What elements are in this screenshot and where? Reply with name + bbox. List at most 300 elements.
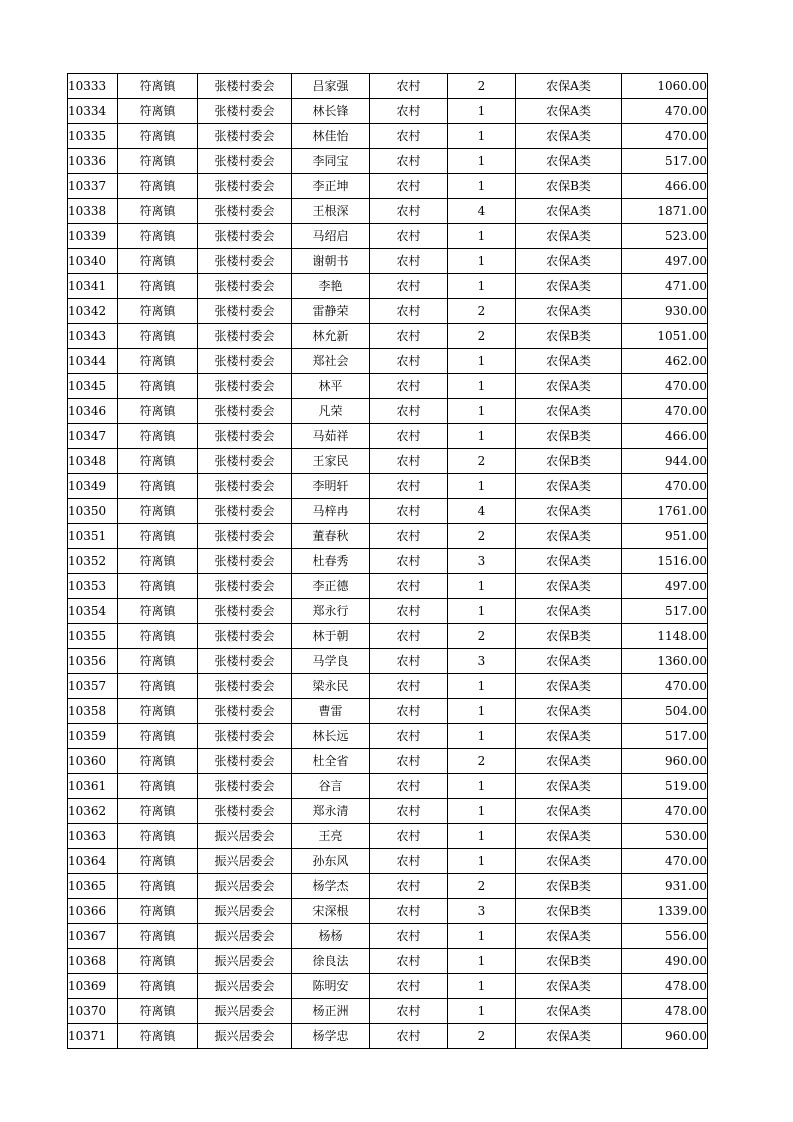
name-cell: 郑永清 <box>292 799 370 824</box>
name-cell: 马梓冉 <box>292 499 370 524</box>
household-type-cell: 农村 <box>370 849 448 874</box>
record-id-cell: 10343 <box>68 324 118 349</box>
insurance-category-cell: 农保A类 <box>516 599 622 624</box>
household-type-cell: 农村 <box>370 174 448 199</box>
person-count-cell: 2 <box>448 524 516 549</box>
insurance-category-cell: 农保A类 <box>516 824 622 849</box>
person-count-cell: 2 <box>448 624 516 649</box>
village-committee-cell: 张楼村委会 <box>198 524 292 549</box>
village-committee-cell: 张楼村委会 <box>198 149 292 174</box>
village-committee-cell: 振兴居委会 <box>198 874 292 899</box>
amount-cell: 1060.00 <box>622 74 708 99</box>
town-cell: 符离镇 <box>118 724 198 749</box>
name-cell: 马绍启 <box>292 224 370 249</box>
insurance-category-cell: 农保B类 <box>516 899 622 924</box>
person-count-cell: 3 <box>448 899 516 924</box>
household-type-cell: 农村 <box>370 724 448 749</box>
insurance-category-cell: 农保B类 <box>516 949 622 974</box>
record-id-cell: 10362 <box>68 799 118 824</box>
record-id-cell: 10344 <box>68 349 118 374</box>
table-row <box>68 124 708 149</box>
town-cell: 符离镇 <box>118 574 198 599</box>
village-committee-cell: 张楼村委会 <box>198 399 292 424</box>
table-row <box>68 174 708 199</box>
name-cell: 徐良法 <box>292 949 370 974</box>
record-id-cell: 10333 <box>68 74 118 99</box>
amount-cell: 1051.00 <box>622 324 708 349</box>
person-count-cell: 2 <box>448 324 516 349</box>
amount-cell: 1360.00 <box>622 649 708 674</box>
amount-cell: 931.00 <box>622 874 708 899</box>
town-cell: 符离镇 <box>118 774 198 799</box>
person-count-cell: 1 <box>448 349 516 374</box>
record-id-cell: 10367 <box>68 924 118 949</box>
person-count-cell: 1 <box>448 374 516 399</box>
household-type-cell: 农村 <box>370 824 448 849</box>
insurance-category-cell: 农保A类 <box>516 249 622 274</box>
village-committee-cell: 张楼村委会 <box>198 374 292 399</box>
table-row <box>68 849 708 874</box>
record-id-cell: 10336 <box>68 149 118 174</box>
insurance-category-cell: 农保A类 <box>516 124 622 149</box>
table-row <box>68 599 708 624</box>
name-cell: 林于朝 <box>292 624 370 649</box>
person-count-cell: 1 <box>448 474 516 499</box>
village-committee-cell: 张楼村委会 <box>198 274 292 299</box>
name-cell: 马茹祥 <box>292 424 370 449</box>
household-type-cell: 农村 <box>370 349 448 374</box>
amount-cell: 951.00 <box>622 524 708 549</box>
household-type-cell: 农村 <box>370 949 448 974</box>
household-type-cell: 农村 <box>370 374 448 399</box>
table-row <box>68 199 708 224</box>
village-committee-cell: 张楼村委会 <box>198 649 292 674</box>
insurance-category-cell: 农保A类 <box>516 799 622 824</box>
town-cell: 符离镇 <box>118 974 198 999</box>
table-row <box>68 624 708 649</box>
table-row <box>68 424 708 449</box>
name-cell: 林长远 <box>292 724 370 749</box>
record-id-cell: 10340 <box>68 249 118 274</box>
town-cell: 符离镇 <box>118 949 198 974</box>
village-committee-cell: 张楼村委会 <box>198 449 292 474</box>
name-cell: 林允新 <box>292 324 370 349</box>
table-row <box>68 274 708 299</box>
amount-cell: 517.00 <box>622 599 708 624</box>
village-committee-cell: 振兴居委会 <box>198 1024 292 1049</box>
household-type-cell: 农村 <box>370 649 448 674</box>
household-type-cell: 农村 <box>370 224 448 249</box>
person-count-cell: 2 <box>448 449 516 474</box>
person-count-cell: 1 <box>448 674 516 699</box>
record-id-cell: 10371 <box>68 1024 118 1049</box>
insurance-category-cell: 农保A类 <box>516 149 622 174</box>
person-count-cell: 1 <box>448 849 516 874</box>
town-cell: 符离镇 <box>118 474 198 499</box>
town-cell: 符离镇 <box>118 349 198 374</box>
table-row <box>68 449 708 474</box>
insurance-category-cell: 农保A类 <box>516 649 622 674</box>
village-committee-cell: 张楼村委会 <box>198 749 292 774</box>
household-type-cell: 农村 <box>370 674 448 699</box>
record-id-cell: 10359 <box>68 724 118 749</box>
insurance-category-cell: 农保B类 <box>516 174 622 199</box>
amount-cell: 1761.00 <box>622 499 708 524</box>
name-cell: 杜全省 <box>292 749 370 774</box>
record-id-cell: 10347 <box>68 424 118 449</box>
town-cell: 符离镇 <box>118 999 198 1024</box>
amount-cell: 470.00 <box>622 374 708 399</box>
village-committee-cell: 振兴居委会 <box>198 824 292 849</box>
table-row <box>68 374 708 399</box>
person-count-cell: 3 <box>448 649 516 674</box>
amount-cell: 960.00 <box>622 749 708 774</box>
person-count-cell: 1 <box>448 149 516 174</box>
town-cell: 符离镇 <box>118 249 198 274</box>
table-row <box>68 874 708 899</box>
amount-cell: 497.00 <box>622 249 708 274</box>
name-cell: 孙东风 <box>292 849 370 874</box>
table-row <box>68 924 708 949</box>
village-committee-cell: 张楼村委会 <box>198 674 292 699</box>
town-cell: 符离镇 <box>118 599 198 624</box>
person-count-cell: 4 <box>448 499 516 524</box>
name-cell: 杜春秀 <box>292 549 370 574</box>
insurance-category-cell: 农保A类 <box>516 699 622 724</box>
name-cell: 王家民 <box>292 449 370 474</box>
person-count-cell: 1 <box>448 949 516 974</box>
village-committee-cell: 振兴居委会 <box>198 899 292 924</box>
record-id-cell: 10345 <box>68 374 118 399</box>
table-row <box>68 74 708 99</box>
person-count-cell: 1 <box>448 774 516 799</box>
town-cell: 符离镇 <box>118 649 198 674</box>
person-count-cell: 2 <box>448 749 516 774</box>
household-type-cell: 农村 <box>370 549 448 574</box>
table-row <box>68 349 708 374</box>
insurance-category-cell: 农保A类 <box>516 199 622 224</box>
village-committee-cell: 张楼村委会 <box>198 474 292 499</box>
amount-cell: 470.00 <box>622 124 708 149</box>
household-type-cell: 农村 <box>370 999 448 1024</box>
insurance-category-cell: 农保A类 <box>516 849 622 874</box>
household-type-cell: 农村 <box>370 774 448 799</box>
town-cell: 符离镇 <box>118 1024 198 1049</box>
table-body <box>68 74 708 1049</box>
amount-cell: 478.00 <box>622 999 708 1024</box>
person-count-cell: 1 <box>448 99 516 124</box>
record-id-cell: 10354 <box>68 599 118 624</box>
table-row <box>68 974 708 999</box>
town-cell: 符离镇 <box>118 449 198 474</box>
name-cell: 梁永民 <box>292 674 370 699</box>
table-row <box>68 249 708 274</box>
table-row <box>68 324 708 349</box>
person-count-cell: 3 <box>448 549 516 574</box>
household-type-cell: 农村 <box>370 974 448 999</box>
amount-cell: 930.00 <box>622 299 708 324</box>
table-row <box>68 949 708 974</box>
person-count-cell: 1 <box>448 974 516 999</box>
household-type-cell: 农村 <box>370 474 448 499</box>
table-row <box>68 699 708 724</box>
insurance-category-cell: 农保A类 <box>516 749 622 774</box>
record-id-cell: 10346 <box>68 399 118 424</box>
record-id-cell: 10364 <box>68 849 118 874</box>
table-row <box>68 649 708 674</box>
amount-cell: 497.00 <box>622 574 708 599</box>
insurance-category-cell: 农保A类 <box>516 924 622 949</box>
amount-cell: 517.00 <box>622 149 708 174</box>
table-row <box>68 224 708 249</box>
person-count-cell: 1 <box>448 249 516 274</box>
record-id-cell: 10350 <box>68 499 118 524</box>
person-count-cell: 1 <box>448 399 516 424</box>
insurance-category-cell: 农保A类 <box>516 1024 622 1049</box>
household-type-cell: 农村 <box>370 399 448 424</box>
record-id-cell: 10334 <box>68 99 118 124</box>
town-cell: 符离镇 <box>118 549 198 574</box>
town-cell: 符离镇 <box>118 824 198 849</box>
village-committee-cell: 张楼村委会 <box>198 99 292 124</box>
name-cell: 凡荣 <box>292 399 370 424</box>
town-cell: 符离镇 <box>118 149 198 174</box>
village-committee-cell: 振兴居委会 <box>198 999 292 1024</box>
household-type-cell: 农村 <box>370 74 448 99</box>
household-type-cell: 农村 <box>370 199 448 224</box>
village-committee-cell: 张楼村委会 <box>198 699 292 724</box>
record-id-cell: 10361 <box>68 774 118 799</box>
record-id-cell: 10357 <box>68 674 118 699</box>
town-cell: 符离镇 <box>118 849 198 874</box>
name-cell: 郑社会 <box>292 349 370 374</box>
person-count-cell: 2 <box>448 299 516 324</box>
person-count-cell: 1 <box>448 824 516 849</box>
amount-cell: 1516.00 <box>622 549 708 574</box>
table-row <box>68 299 708 324</box>
village-committee-cell: 张楼村委会 <box>198 324 292 349</box>
household-type-cell: 农村 <box>370 699 448 724</box>
table-row <box>68 674 708 699</box>
record-id-cell: 10356 <box>68 649 118 674</box>
village-committee-cell: 张楼村委会 <box>198 424 292 449</box>
village-committee-cell: 张楼村委会 <box>198 299 292 324</box>
household-type-cell: 农村 <box>370 1024 448 1049</box>
insurance-category-cell: 农保B类 <box>516 424 622 449</box>
town-cell: 符离镇 <box>118 699 198 724</box>
person-count-cell: 1 <box>448 999 516 1024</box>
household-type-cell: 农村 <box>370 324 448 349</box>
insurance-category-cell: 农保A类 <box>516 999 622 1024</box>
name-cell: 王根深 <box>292 199 370 224</box>
amount-cell: 504.00 <box>622 699 708 724</box>
town-cell: 符离镇 <box>118 199 198 224</box>
town-cell: 符离镇 <box>118 524 198 549</box>
household-type-cell: 农村 <box>370 99 448 124</box>
town-cell: 符离镇 <box>118 799 198 824</box>
town-cell: 符离镇 <box>118 324 198 349</box>
town-cell: 符离镇 <box>118 299 198 324</box>
record-id-cell: 10349 <box>68 474 118 499</box>
household-type-cell: 农村 <box>370 749 448 774</box>
name-cell: 陈明安 <box>292 974 370 999</box>
town-cell: 符离镇 <box>118 224 198 249</box>
village-committee-cell: 张楼村委会 <box>198 174 292 199</box>
table-row <box>68 724 708 749</box>
insurance-category-cell: 农保A类 <box>516 299 622 324</box>
amount-cell: 478.00 <box>622 974 708 999</box>
table-row <box>68 574 708 599</box>
record-id-cell: 10348 <box>68 449 118 474</box>
town-cell: 符离镇 <box>118 899 198 924</box>
name-cell: 谢朝书 <box>292 249 370 274</box>
person-count-cell: 1 <box>448 124 516 149</box>
insurance-category-cell: 农保B类 <box>516 624 622 649</box>
household-type-cell: 农村 <box>370 124 448 149</box>
insurance-category-cell: 农保A类 <box>516 224 622 249</box>
town-cell: 符离镇 <box>118 374 198 399</box>
amount-cell: 519.00 <box>622 774 708 799</box>
record-id-cell: 10339 <box>68 224 118 249</box>
amount-cell: 470.00 <box>622 849 708 874</box>
amount-cell: 466.00 <box>622 424 708 449</box>
table-row <box>68 99 708 124</box>
village-committee-cell: 张楼村委会 <box>198 549 292 574</box>
record-id-cell: 10338 <box>68 199 118 224</box>
amount-cell: 470.00 <box>622 99 708 124</box>
village-committee-cell: 振兴居委会 <box>198 974 292 999</box>
name-cell: 林平 <box>292 374 370 399</box>
amount-cell: 490.00 <box>622 949 708 974</box>
town-cell: 符离镇 <box>118 74 198 99</box>
insurance-category-cell: 农保A类 <box>516 974 622 999</box>
amount-cell: 1871.00 <box>622 199 708 224</box>
person-count-cell: 2 <box>448 1024 516 1049</box>
table-row <box>68 524 708 549</box>
town-cell: 符离镇 <box>118 924 198 949</box>
insurance-category-cell: 农保A类 <box>516 399 622 424</box>
name-cell: 王亮 <box>292 824 370 849</box>
name-cell: 李艳 <box>292 274 370 299</box>
amount-cell: 556.00 <box>622 924 708 949</box>
table-row <box>68 549 708 574</box>
amount-cell: 944.00 <box>622 449 708 474</box>
person-count-cell: 2 <box>448 74 516 99</box>
amount-cell: 960.00 <box>622 1024 708 1049</box>
table-row <box>68 399 708 424</box>
insurance-category-cell: 农保A类 <box>516 99 622 124</box>
household-type-cell: 农村 <box>370 424 448 449</box>
record-id-cell: 10351 <box>68 524 118 549</box>
insurance-category-cell: 农保A类 <box>516 374 622 399</box>
person-count-cell: 1 <box>448 599 516 624</box>
village-committee-cell: 张楼村委会 <box>198 349 292 374</box>
insurance-category-cell: 农保A类 <box>516 774 622 799</box>
person-count-cell: 2 <box>448 874 516 899</box>
village-committee-cell: 张楼村委会 <box>198 499 292 524</box>
table-row <box>68 474 708 499</box>
amount-cell: 523.00 <box>622 224 708 249</box>
record-id-cell: 10342 <box>68 299 118 324</box>
insurance-category-cell: 农保A类 <box>516 349 622 374</box>
household-type-cell: 农村 <box>370 899 448 924</box>
amount-cell: 530.00 <box>622 824 708 849</box>
beneficiary-table <box>67 73 708 1049</box>
village-committee-cell: 张楼村委会 <box>198 124 292 149</box>
name-cell: 李正坤 <box>292 174 370 199</box>
amount-cell: 1148.00 <box>622 624 708 649</box>
village-committee-cell: 张楼村委会 <box>198 774 292 799</box>
household-type-cell: 农村 <box>370 574 448 599</box>
person-count-cell: 1 <box>448 424 516 449</box>
name-cell: 曹雷 <box>292 699 370 724</box>
amount-cell: 517.00 <box>622 724 708 749</box>
table-row <box>68 824 708 849</box>
village-committee-cell: 振兴居委会 <box>198 924 292 949</box>
insurance-category-cell: 农保A类 <box>516 499 622 524</box>
household-type-cell: 农村 <box>370 624 448 649</box>
amount-cell: 470.00 <box>622 399 708 424</box>
table-row <box>68 149 708 174</box>
household-type-cell: 农村 <box>370 449 448 474</box>
insurance-category-cell: 农保B类 <box>516 449 622 474</box>
household-type-cell: 农村 <box>370 499 448 524</box>
name-cell: 雷静荣 <box>292 299 370 324</box>
village-committee-cell: 张楼村委会 <box>198 624 292 649</box>
person-count-cell: 1 <box>448 174 516 199</box>
record-id-cell: 10352 <box>68 549 118 574</box>
record-id-cell: 10341 <box>68 274 118 299</box>
table-row <box>68 799 708 824</box>
person-count-cell: 4 <box>448 199 516 224</box>
table-row <box>68 749 708 774</box>
village-committee-cell: 张楼村委会 <box>198 199 292 224</box>
village-committee-cell: 张楼村委会 <box>198 74 292 99</box>
insurance-category-cell: 农保A类 <box>516 724 622 749</box>
town-cell: 符离镇 <box>118 399 198 424</box>
village-committee-cell: 张楼村委会 <box>198 224 292 249</box>
village-committee-cell: 张楼村委会 <box>198 799 292 824</box>
town-cell: 符离镇 <box>118 174 198 199</box>
amount-cell: 470.00 <box>622 674 708 699</box>
record-id-cell: 10335 <box>68 124 118 149</box>
record-id-cell: 10363 <box>68 824 118 849</box>
village-committee-cell: 张楼村委会 <box>198 249 292 274</box>
table-row <box>68 899 708 924</box>
household-type-cell: 农村 <box>370 799 448 824</box>
insurance-category-cell: 农保A类 <box>516 549 622 574</box>
name-cell: 杨学杰 <box>292 874 370 899</box>
name-cell: 宋深根 <box>292 899 370 924</box>
name-cell: 郑永行 <box>292 599 370 624</box>
town-cell: 符离镇 <box>118 124 198 149</box>
name-cell: 李正德 <box>292 574 370 599</box>
insurance-category-cell: 农保A类 <box>516 574 622 599</box>
table-row <box>68 999 708 1024</box>
town-cell: 符离镇 <box>118 274 198 299</box>
insurance-category-cell: 农保A类 <box>516 524 622 549</box>
amount-cell: 470.00 <box>622 474 708 499</box>
town-cell: 符离镇 <box>118 499 198 524</box>
person-count-cell: 1 <box>448 224 516 249</box>
village-committee-cell: 张楼村委会 <box>198 599 292 624</box>
household-type-cell: 农村 <box>370 874 448 899</box>
town-cell: 符离镇 <box>118 99 198 124</box>
household-type-cell: 农村 <box>370 924 448 949</box>
record-id-cell: 10360 <box>68 749 118 774</box>
insurance-category-cell: 农保A类 <box>516 74 622 99</box>
person-count-cell: 1 <box>448 924 516 949</box>
